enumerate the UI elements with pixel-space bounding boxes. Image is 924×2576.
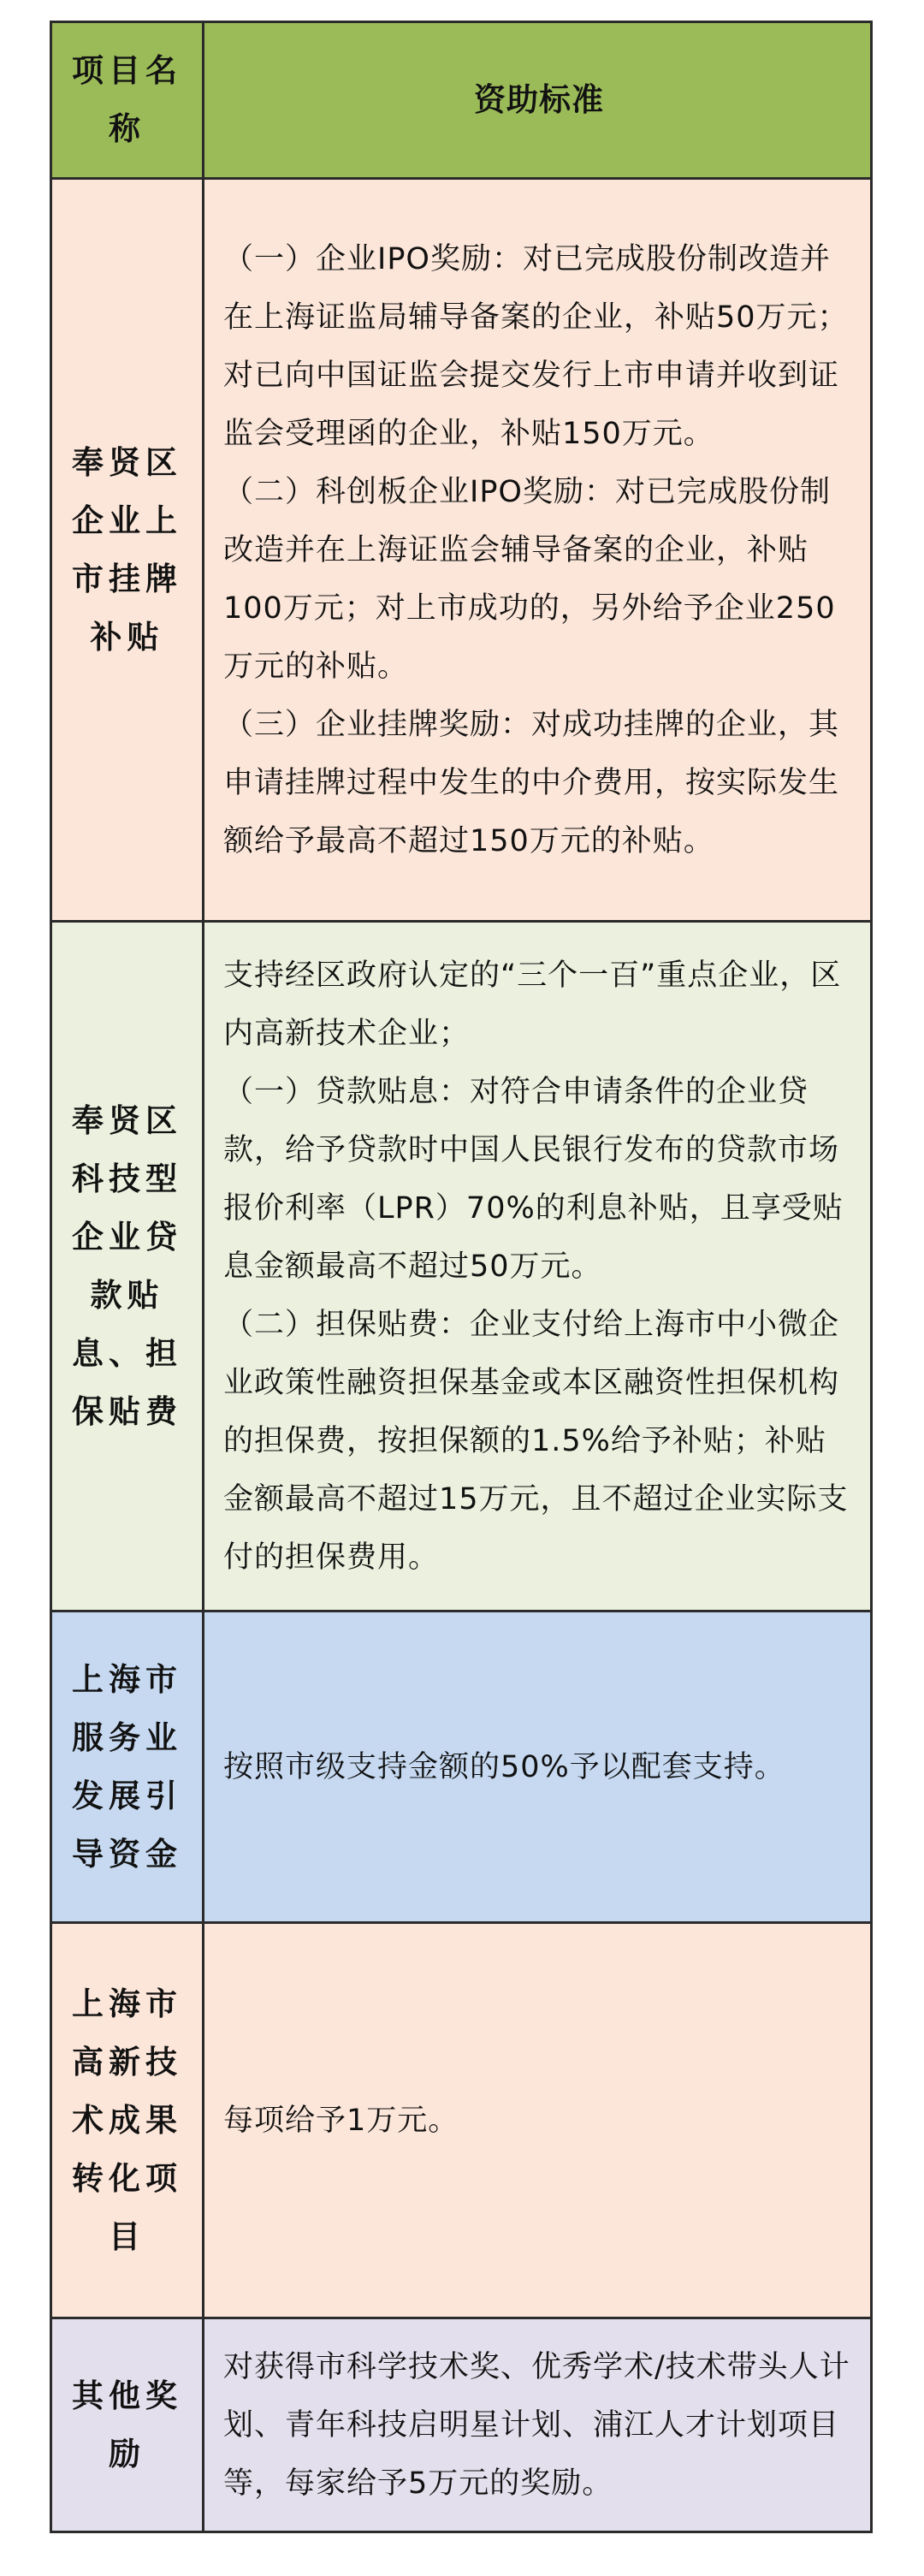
row-name-cell xyxy=(52,1612,204,1921)
subsidy-table xyxy=(50,21,873,2533)
row-name-cell xyxy=(52,180,204,920)
standard-paragraph: （一）企业IPO奖励：对已完成股份制改造并在上海证监局辅导备案的企业，补贴50万元；对已向中国证监会提交发行上市申请并收到证监会受理函的企业，补贴150万元。 xyxy=(223,241,849,451)
header-name-label: 项目名称 xyxy=(72,52,182,147)
header-standard-label: 资助标准 xyxy=(474,81,604,118)
table-row-tech-transfer xyxy=(52,1921,870,2317)
row-standard-cell xyxy=(204,2319,870,2531)
table-row-listing-subsidy xyxy=(52,177,870,920)
table-row-other-awards xyxy=(52,2317,870,2531)
row-name-label: 奉贤区科技型企业贷款贴息、担保贴费 xyxy=(72,1101,182,1430)
header-standard-cell xyxy=(204,23,870,177)
table-header-row xyxy=(52,23,870,177)
row-standard-cell xyxy=(204,923,870,1610)
standard-paragraph: （一）贷款贴息：对符合申请条件的企业贷款，给予贷款时中国人民银行发布的贷款市场报价利率（LPR）70%的利息补贴，且享受贴息金额最高不超过50万元。 xyxy=(223,1074,844,1284)
standard-paragraph: 支持经区政府认定的“三个一百”重点企业，区内高新技术企业； xyxy=(223,958,842,1051)
standard-paragraph: 对获得市科学技术奖、优秀学术/技术带头人计划、青年科技启明星计划、浦江人才计划项目等，每家给予5万元的奖励。 xyxy=(223,2349,850,2501)
standard-paragraph: 按照市级支持金额的50%予以配套支持。 xyxy=(223,1749,785,1784)
standard-paragraph: （二）科创板企业IPO奖励：对已完成股份制改造并在上海证监会辅导备案的企业，补贴100万元；对上市成功的，另外给予企业250万元的补贴。 xyxy=(223,474,836,684)
row-standard-cell xyxy=(204,1924,870,2317)
standard-paragraph: 每项给予1万元。 xyxy=(223,2103,459,2138)
header-name-cell xyxy=(52,23,204,177)
table-row-loan-subsidy xyxy=(52,920,870,1610)
row-name-label: 其他奖励 xyxy=(72,2377,182,2472)
row-standard-cell xyxy=(204,1612,870,1921)
row-name-cell xyxy=(52,1924,204,2317)
row-name-label: 奉贤区企业上市挂牌补贴 xyxy=(72,443,182,656)
table-row-service-fund xyxy=(52,1610,870,1921)
row-standard-cell xyxy=(204,180,870,920)
row-name-cell xyxy=(52,2319,204,2531)
row-name-label: 上海市服务业发展引导资金 xyxy=(72,1660,182,1873)
standard-paragraph: （二）担保贴费：企业支付给上海市中小微企业政策性融资担保基金或本区融资性担保机构的担保费，按担保额的1.5%给予补贴；补贴金额最高不超过15万元，且不超过企业实际支付的担保费用。 xyxy=(223,1307,849,1575)
row-name-cell xyxy=(52,923,204,1610)
row-name-label: 上海市高新技术成果转化项目 xyxy=(72,1985,182,2255)
standard-paragraph: （三）企业挂牌奖励：对成功挂牌的企业，其申请挂牌过程中发生的中介费用，按实际发生额给予最高不超过150万元的补贴。 xyxy=(223,707,840,858)
